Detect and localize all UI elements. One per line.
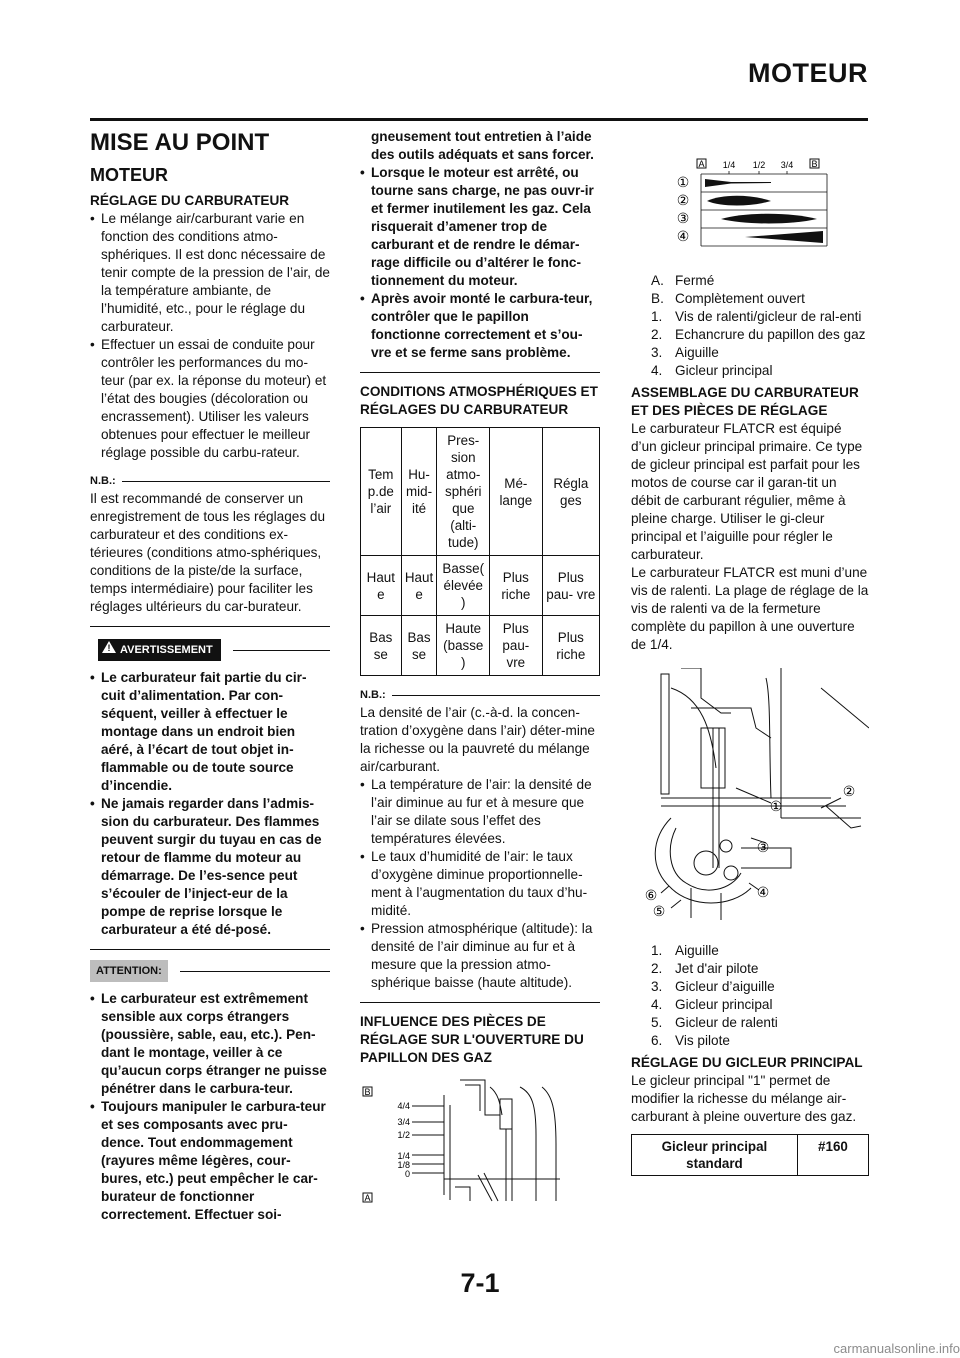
divider xyxy=(233,650,330,651)
table-cell: Bas se xyxy=(401,616,437,676)
table-cell: Haut e xyxy=(401,556,437,616)
list-item: • Le mélange air/carburant varie en fonction des conditions atmo-sphériques. Il est donc nécessaire de tenir compte de la pression de l’air, de la température ambiante, de l’humidité, etc., pour le réglage du carburateur. xyxy=(90,210,330,336)
table-cell: Haute (basse ) xyxy=(437,616,490,676)
list-item: 5. Gicleur de ralenti xyxy=(651,1015,778,1030)
header-rule xyxy=(90,118,868,121)
nb-text: La densité de l’air (c.-à-d. la concen-tration d’oxygène dans l’air) déter-mine la richesse ou la pauvreté du mélange air/carburant. xyxy=(360,705,595,774)
row-label: ④ xyxy=(676,228,690,244)
attention-bullets xyxy=(90,990,330,1224)
list-item: • Lorsque le moteur est arrêté, ou tourne sans charge, ne pas ouvr-ir et fermer inutilement les gaz. Cela risquerait d’amener trop de carburant et de rendre le démar-rage difficile ou d’altérer le fonc-tionnement du moteur. xyxy=(360,164,600,290)
list-item: 4. Gicleur principal xyxy=(651,997,773,1012)
callout-2: ② xyxy=(842,783,856,799)
legend-2 xyxy=(651,942,869,1050)
list-item: 1. Vis de ralenti/gicleur de ral-enti xyxy=(651,309,862,324)
nb-header xyxy=(90,472,330,490)
assembly-heading: ASSEMBLAGE DU CARBURATEUR ET DES PIÈCES DE RÉGLAGE xyxy=(631,385,859,418)
list-item: • La température de l’air: la densité de l’air diminue au fur et à mesure que l’air se dilate sous l’effet des températures élevées. xyxy=(360,776,600,848)
tick-label: 1/2 xyxy=(752,160,766,170)
nb-header xyxy=(360,686,600,704)
carburetor-assembly-figure xyxy=(631,668,869,928)
list-item: 4. Gicleur principal xyxy=(651,363,773,378)
page-subtitle: MOTEUR xyxy=(90,165,168,185)
table-cell: Plus pau- vre xyxy=(542,556,599,616)
table-cell: Tem p.de l’air xyxy=(361,428,402,556)
table-header-row xyxy=(361,428,600,556)
main-jet-heading: RÉGLAGE DU GICLEUR PRINCIPAL xyxy=(631,1055,863,1070)
list-item: • Le carburateur est extrêmement sensible aux corps étrangers (poussière, sable, eau, etc.). Pen-dant le montage, veiller à ce qu’aucun corps étranger ne puisse pénétrer dans le carbura-teur. xyxy=(90,990,330,1098)
callout-4: ④ xyxy=(756,884,770,900)
list-item: 1. Aiguille xyxy=(651,943,719,958)
assembly-paragraph-2: Le carburateur FLATCR est muni d’une vis de ralenti. La plage de réglage de la vis de ralenti va de la fermeture complète du papillon à une ouverture de 1/4. xyxy=(631,565,869,652)
callout-3: ③ xyxy=(756,839,770,855)
table-row xyxy=(361,556,600,616)
row-label: ③ xyxy=(676,210,690,226)
table-cell: #160 xyxy=(797,1135,868,1176)
table-cell: Haut e xyxy=(361,556,402,616)
row-label: ② xyxy=(676,192,690,208)
warning-bullets xyxy=(90,669,330,939)
column-2 xyxy=(360,128,600,1211)
list-item: • Effectuer un essai de conduite pour contrôler les performances du mo-teur (par ex. la réponse du moteur) et l’état des bougies (décoloration ou encrassement). Utiliser les valeurs obtenues pour effectuer le meilleur réglage possible du carbu-rateur. xyxy=(90,336,330,462)
nb-text: Il est recommandé de conserver un enregistrement de tous les réglages du carburateur et des conditions ex-térieures (conditions atmo-sphériques, conditions de la piste/de la surface, temps intermédiaire) pour faciliter les réglages ultérieurs du car-burateur. xyxy=(90,491,326,614)
needle-bar xyxy=(721,214,817,224)
list-item: • Le carburateur fait partie du cir-cuit d’alimentation. Par con-séquent, veiller à effectuer le montage dans un endroit bien aéré, à l’écart de tout objet in-flammable ou de toute source d’incendie. xyxy=(90,669,330,795)
legend-1 xyxy=(651,272,869,380)
assembly-paragraph-1: Le carburateur FLATCR est équipé d’un gicleur principal primaire. Ce type de gicleur principal est parfait pour les motos de course car il garan-tit un débit de carburant régulier, même à pleine charge. Utiliser le gi-cleur principal et l’aiguille pour régler le carburateur. xyxy=(631,421,863,562)
tick-label: 1/4 xyxy=(722,160,736,170)
adjustment-parts-chart xyxy=(661,154,899,254)
nb-label: N.B.: xyxy=(90,475,116,487)
divider xyxy=(90,626,330,627)
divider xyxy=(360,372,600,373)
watermark: carmanualsonline.info xyxy=(833,1341,960,1356)
influence-heading: INFLUENCE DES PIÈCES DE RÉGLAGE SUR L'OUVERTURE DU PAPILLON DES GAZ xyxy=(360,1014,584,1065)
list-item: • Le taux d’humidité de l’air: le taux d’oxygène diminue proportionnelle-ment à l’augmentation du taux d’hu-midité. xyxy=(360,848,600,920)
nb-bullets xyxy=(360,776,600,992)
divider xyxy=(122,481,330,482)
table-cell: Bas se xyxy=(361,616,402,676)
table-cell: Hu- mid- ité xyxy=(401,428,437,556)
main-jet-table xyxy=(631,1134,869,1176)
carb-bullets xyxy=(90,210,330,462)
warning-badge: ! AVERTISSEMENT xyxy=(98,639,221,661)
list-item: 3. Gicleur d’aiguille xyxy=(651,979,775,994)
figure-label-a: A xyxy=(364,1193,371,1203)
table-cell: Mé- lange xyxy=(490,428,543,556)
section-title: MOTEUR xyxy=(748,58,868,88)
callout-1: ① xyxy=(769,798,783,814)
table-cell: Basse( élevée ) xyxy=(437,556,490,616)
list-item: • Toujours manipuler le carbura-teur et ses composants avec pru-dence. Tout endommagement (rayures même légères, cour-bures, etc.) peut empêcher le car-burateur de fonctionner correctement. Effectuer soi- xyxy=(90,1098,330,1224)
carb-heading: RÉGLAGE DU CARBURATEUR xyxy=(90,193,290,208)
chart-label-b: B xyxy=(811,159,818,169)
exclamation-icon: ! xyxy=(107,643,111,653)
carburetor-section-drawing xyxy=(412,1080,560,1201)
list-item: • Pression atmosphérique (altitude): la densité de l’air diminue au fur et à mesure que la pression atmo-sphérique baisse (haute altitude). xyxy=(360,920,600,992)
throttle-opening-figure xyxy=(360,1075,600,1211)
attention-header xyxy=(90,960,330,982)
list-item: A. Fermé xyxy=(651,273,715,288)
carburetor-drawing xyxy=(652,668,869,920)
table-cell: Plus pau- vre xyxy=(490,616,543,676)
page-title: MISE AU POINT xyxy=(90,129,270,156)
conditions-table xyxy=(360,427,600,676)
throttle-cutaway-bar xyxy=(707,196,771,206)
nb-label: N.B.: xyxy=(360,689,386,701)
column-1 xyxy=(90,128,330,1224)
warning-header xyxy=(90,639,330,661)
table-cell: Plus riche xyxy=(490,556,543,616)
list-item: 6. Vis pilote xyxy=(651,1033,730,1048)
divider xyxy=(180,971,330,972)
list-item: • Après avoir monté le carbura-teur, contrôler que le papillon fonctionne correctement et s’ou-vre et se ferme sans problème. xyxy=(360,290,600,362)
table-cell: Régla ges xyxy=(542,428,599,556)
mark-label: 4/4 xyxy=(397,1101,410,1111)
row-label: ① xyxy=(676,174,690,190)
table-row xyxy=(361,616,600,676)
list-item: 2. Jet d'air pilote xyxy=(651,961,759,976)
divider xyxy=(392,695,600,696)
chart-label-a: A xyxy=(698,159,705,169)
tick-label: 3/4 xyxy=(780,160,794,170)
divider xyxy=(90,949,330,950)
divider xyxy=(360,1002,600,1003)
table-cell: Gicleur principal standard xyxy=(632,1135,798,1176)
table-cell: Pres- sion atmo- sphéri que (alti- tude) xyxy=(437,428,490,556)
attention-bullets-2 xyxy=(360,164,600,362)
mark-label: 1/8 xyxy=(397,1160,410,1170)
table-cell: Plus riche xyxy=(542,616,599,676)
table-row xyxy=(632,1135,869,1176)
list-item: 3. Aiguille xyxy=(651,345,719,360)
mark-label: 1/2 xyxy=(397,1130,410,1140)
main-jet-bar xyxy=(745,231,823,243)
figure-label-b: B xyxy=(364,1087,371,1097)
mark-label: 0 xyxy=(404,1169,410,1179)
conditions-heading: CONDITIONS ATMOSPHÉRIQUES ET RÉGLAGES DU CARBURATEUR xyxy=(360,384,598,417)
column-3 xyxy=(631,154,869,1176)
mark-label: 3/4 xyxy=(397,1117,410,1127)
list-item: 2. Echancrure du papillon des gaz xyxy=(651,327,866,342)
list-item: • Ne jamais regarder dans l’admis-sion du carburateur. Des flammes peuvent surgir du tuyau en cas de retour de flamme du moteur au démarrage. De l’es-sence peut s’écouler de l’inject-eur de la pompe de reprise lorsque le carburateur a été dé-posé. xyxy=(90,795,330,939)
attention-badge: ATTENTION: xyxy=(90,960,168,982)
main-jet-text: Le gicleur principal "1" permet de modifier la richesse du mélange air-carburant à pleine ouverture des gaz. xyxy=(631,1073,857,1124)
callout-6: ⑥ xyxy=(644,887,658,903)
mark-label: 1/4 xyxy=(397,1151,410,1161)
callout-5: ⑤ xyxy=(652,903,666,919)
list-item: B. Complètement ouvert xyxy=(651,291,805,306)
pilot-screw-bar xyxy=(705,179,771,187)
attention-continued: gneusement tout entretien à l’aide des outils adéquats et sans forcer. xyxy=(371,129,594,162)
page-number: 7-1 xyxy=(460,1268,500,1298)
